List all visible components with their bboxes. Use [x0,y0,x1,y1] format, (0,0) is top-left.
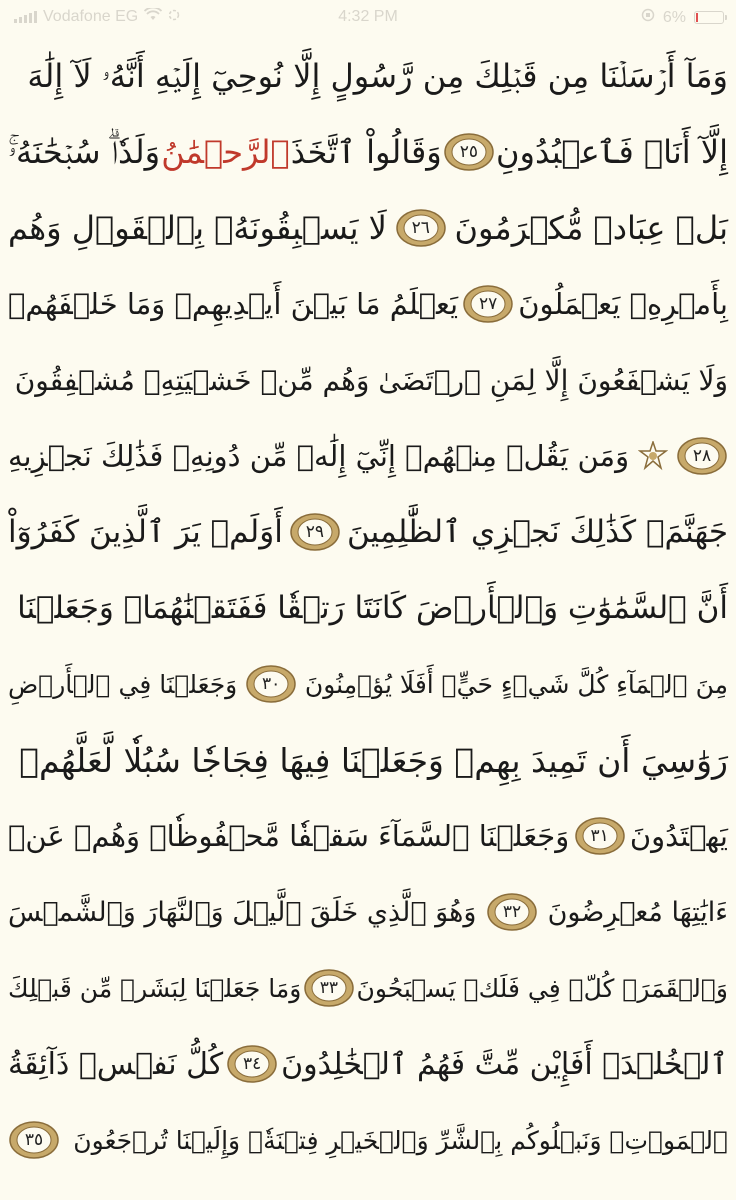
ayah-end-marker [8,1120,60,1160]
quran-line [8,38,728,114]
battery-percent: 6% [662,8,686,26]
verse-text: وَقَالُواْ ٱتَّخَذَ [290,133,442,171]
ayah-number: ٢٩ [305,522,325,542]
ayah-number: ٣٤ [243,1054,262,1074]
ayah-number: ٣٥ [24,1130,44,1150]
status-right [641,8,724,27]
verse-text: وَجَعَلۡنَا ٱلسَّمَآءَ سَقۡفٗا مَّحۡفُوظٗاۖ وَهُمۡ عَنۡ [8,819,570,853]
ayah-end-marker [289,512,341,552]
ayah-number: ٢٦ [411,218,430,238]
verse-text: وَمَن يَقُلۡ مِنۡهُمۡ إِنِّيٓ إِلَٰهٞ مِّن دُونِهِۦ فَذَٰلِكَ نَجۡزِيهِ [8,439,630,473]
quran-line [8,874,728,950]
ayah-end-marker [574,816,626,856]
ayah-end-marker [226,1044,278,1084]
ayah-number: ٢٥ [459,142,479,162]
verse-text: جَهَنَّمَۚ كَذَٰلِكَ نَجۡزِي ٱلظَّٰلِمِينَ [347,514,728,550]
quran-line [8,1102,728,1178]
verse-text: وَلَا يَشۡفَعُونَ إِلَّا لِمَنِ ٱرۡتَضَىٰ وَهُم مِّنۡ خَشۡيَتِهِۦ مُشۡفِقُونَ [14,363,728,397]
verse-text: ٱلۡخُلۡدَۖ أَفَإِيْن مِّتَّ فَهُمُ ٱلۡخَٰلِدُونَ [281,1046,728,1082]
ayah-number: ٣١ [590,826,609,846]
hizb-star-icon [636,439,670,473]
ayah-end-marker [676,436,728,476]
quran-line [8,570,728,646]
verse-text: يَهۡتَدُونَ [629,819,728,853]
status-time: 4:32 PM [338,8,398,25]
ayah-number: ٣٠ [261,674,281,694]
ayah-end-marker [462,284,514,324]
ayah-end-marker [395,208,447,248]
verse-text: بِأَمۡرِهِۦ يَعۡمَلُونَ [518,287,728,321]
verse-text: إِلَّآ أَنَا۠ فَٱعۡبُدُونِ [496,133,728,171]
quran-line [8,646,728,722]
verse-text: وَلَدٗاۗ سُبۡحَٰنَهُۥۚ [8,132,161,171]
ayah-end-marker [245,664,297,704]
verse-text: وَمَا جَعَلۡنَا لِبَشَرٖ مِّن قَبۡلِكَ [8,973,302,1003]
quran-line [8,266,728,342]
quran-line [8,798,728,874]
verse-text: أَنَّ ٱلسَّمَٰوَٰتِ وَٱلۡأَرۡضَ كَانَتَا رَتۡقٗا فَفَتَقۡنَٰهُمَاۖ وَجَعَلۡنَا [17,590,728,626]
divine-name: ٱلرَّحۡمَٰنُ [161,133,290,171]
mushaf-page [8,36,728,1196]
verse-text: وَمَآ أَرۡسَلۡنَا مِن قَبۡلِكَ مِن رَّسُولٍ إِلَّا نُوحِيٓ إِلَيۡهِ أَنَّهُۥ لَآ إِلَٰهَ [27,56,728,95]
quran-line [8,114,728,190]
verse-text: بَلۡ عِبَادٞ مُّكۡرَمُونَ [454,209,728,247]
ayah-number: ٣٢ [502,902,522,922]
ayah-end-marker [486,892,538,932]
ayah-end-marker [303,968,355,1008]
ayah-number: ٣٣ [319,978,339,998]
verse-text: رَوَٰسِيَ أَن تَمِيدَ بِهِمۡ وَجَعَلۡنَا فِيهَا فِجَاجٗا سُبُلٗا لَّعَلَّهُمۡ [19,740,728,780]
quran-line [8,1026,728,1102]
verse-text: كُلُّ نَفۡسٖ ذَآئِقَةُ [8,1046,224,1082]
verse-text: لَا يَسۡبِقُونَهُۥ بِٱلۡقَوۡلِ وَهُم [8,209,387,247]
ayah-end-marker [443,132,495,172]
quran-line [8,418,728,494]
verse-text: ءَايَٰتِهَا مُعۡرِضُونَ [547,896,728,928]
verse-text: وَجَعَلۡنَا فِي ٱلۡأَرۡضِ [8,669,238,699]
quran-line [8,190,728,266]
orientation-lock-icon [641,8,655,27]
verse-text: مِنَ ٱلۡمَآءِ كُلَّ شَيۡءٍ حَيٍّۚ أَفَلَا يُؤۡمِنُونَ [304,669,728,699]
verse-text: وَٱلۡقَمَرَۖ كُلّٞ فِي فَلَكٖ يَسۡبَحُونَ [356,973,728,1003]
verse-text: أَوَلَمۡ يَرَ ٱلَّذِينَ كَفَرُوٓاْ [8,514,283,550]
ayah-number: ٢٨ [692,446,712,466]
verse-text: ٱلۡمَوۡتِۗ وَنَبۡلُوكُم بِٱلشَّرِّ وَٱلۡخَيۡرِ فِتۡنَةٗۖ وَإِلَيۡنَا تُرۡجَعُونَ [73,1125,728,1155]
battery-icon [694,11,724,24]
carrier-name: Vodafone EG [43,8,139,25]
quran-line [8,722,728,798]
verse-text: يَعۡلَمُ مَا بَيۡنَ أَيۡدِيهِمۡ وَمَا خَلۡفَهُمۡ [8,287,459,321]
quran-line [8,950,728,1026]
status-bar [0,0,736,36]
quran-line [8,494,728,570]
verse-text: وَهُوَ ٱلَّذِي خَلَقَ ٱلَّيۡلَ وَٱلنَّهَارَ وَٱلشَّمۡسَ [8,896,477,928]
ayah-number: ٢٧ [479,294,498,314]
quran-line [8,342,728,418]
